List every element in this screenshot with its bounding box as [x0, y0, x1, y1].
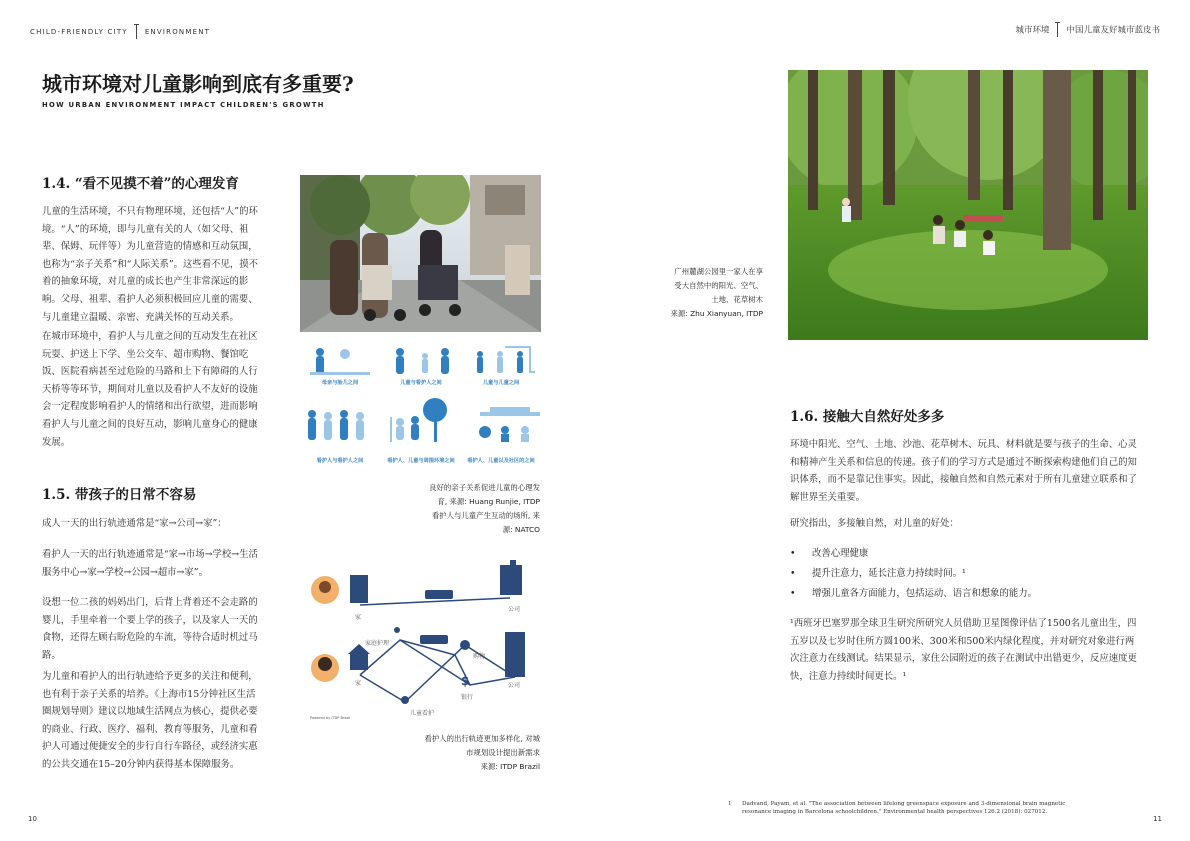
- benefit-text: 增强儿童各方面能力，包括运动、语言和想象的能力。: [812, 588, 1038, 599]
- icon-label-6: 看护人、儿童以及社区的之间: [467, 458, 535, 464]
- diagram-label-home-2: 家: [355, 680, 362, 687]
- bullet-icon: •: [790, 588, 796, 599]
- bus-icon: [425, 590, 453, 599]
- section-14-heading: 1.4. “看不见摸不着”的心理发育: [42, 176, 239, 192]
- shopping-icon: [460, 640, 470, 650]
- page-title: 城市环境对儿童影响到底有多重要?: [42, 72, 354, 96]
- stroller-icon: [401, 696, 409, 704]
- benefit-list: [790, 544, 1142, 604]
- icons-caption-line-4: 源: NATCO: [502, 525, 540, 534]
- section-16-para-2: 研究指出，多接触自然，对儿童的好处：: [790, 518, 959, 529]
- icon-caregiver-caregiver: [308, 410, 364, 440]
- list-item: [790, 544, 1142, 564]
- care-icon: [394, 627, 400, 633]
- section-14-para-2: 在城市环境中，看护人与儿童之间的互动发生在社区玩耍、护送上下学、坐公交车、超市购物、餐馆吃饭、医院看病甚至过危险的马路和上下有障碍的人行天桥等等环节，期间对儿童以及看护人不友好的设施会一定程度影响看护人的情绪和出行欲望，进而影响看护人与儿童之间的良好互动，影响儿童身心的健康发展。: [42, 331, 258, 448]
- park-caption-line-4: 来源: Zhu Xianyuan, ITDP: [670, 309, 763, 318]
- footnote-number: 1: [728, 801, 732, 807]
- icon-label-3: 儿童与儿童之间: [482, 380, 520, 386]
- section-14-para-1: 儿童的生活环境，不只有物理环境，还包括“人”的环境。“人”的环境，即与儿童有关的人（如父母、祖辈、保姆、玩伴等）为儿童营造的情感和互动氛围，也称为“亲子关系”和“人际关系”。这些看不见，摸不着的抽象环境，对儿童的成长也产生非常深远的影响。父母、祖辈、看护人必须积极回应儿童的需要、与儿童建立温暖、亲密、充满关怀的互动关系。: [42, 206, 259, 323]
- header-separator: [136, 25, 137, 39]
- header-right-cn-2: 中国儿童友好城市蓝皮书: [1066, 25, 1160, 36]
- diagram-credit: Powered by ITDP Brazil: [310, 716, 351, 720]
- diagram-label-shopping: 购物: [473, 653, 486, 660]
- section-15-heading: 1.5. 带孩子的日常不容易: [42, 487, 197, 503]
- svg-text:$: $: [460, 674, 470, 688]
- section-16-para-1: 环境中阳光、空气、土地、沙池、花草树木、玩具、材料就是要与孩子的生命、心灵和精神产生关系和信息的传递。孩子们的学习方式是通过不断探索构建他们自己的知识体系，而不是靠记住事实。因此，接触自然和自然元素对于所有儿童建立联系和了解世界至关重要。: [790, 439, 1137, 503]
- office-building-icon: [500, 565, 522, 595]
- page-subtitle: HOW URBAN ENVIRONMENT IMPACT CHILDREN'S GROWTH: [42, 101, 325, 109]
- icons-caption-line-1: 良好的亲子关系促进儿童的心理发: [429, 483, 540, 492]
- section-16-heading: 1.6. 接触大自然好处多多: [790, 409, 945, 425]
- diagram-label-home: 家: [355, 614, 362, 621]
- icon-child-caregiver: [396, 348, 449, 374]
- header-separator: [1057, 23, 1058, 37]
- icons-caption-line-2: 育, 来源: Huang Runjie, ITDP: [437, 497, 540, 506]
- icon-label-2: 儿童与看护人之间: [400, 380, 442, 386]
- diagram-caption-line-2: 市规划设计提出新需求: [466, 748, 540, 757]
- page-number-left: 10: [28, 815, 37, 823]
- icon-label-4: 看护人与看护人之间: [316, 458, 364, 464]
- park-caption-line-3: 土地、花草树木: [711, 295, 763, 304]
- benefit-text: 提升注意力，延长注意力持续时间。¹: [812, 568, 966, 579]
- diagram-label-care: 家庭护理: [365, 640, 390, 647]
- diagram-label-company-2: 公司: [508, 682, 521, 689]
- list-item: [790, 564, 1142, 584]
- park-caption-line-1: 广州麓湖公园里一家人在享: [674, 267, 763, 276]
- park-caption-line-2: 受大自然中的阳光、空气、: [674, 281, 763, 290]
- footnote-line-2: resonance imaging in Barcelona schoolchildren." Environmental health perspectives 126.2 (2018): 027012.: [742, 809, 1048, 815]
- header-left-en-2: ENVIRONMENT: [144, 28, 211, 36]
- icons-caption: [380, 481, 540, 537]
- footnote: [742, 800, 1072, 816]
- section-15-para-2: 看护人一天的出行轨迹通常是“家→市场→学校→生活服务中心→家→学校→公园→超市→家”。: [42, 549, 258, 578]
- icons-caption-line-3: 看护人与儿童产生互动的场所, 来: [431, 511, 540, 520]
- icon-label-1: 母亲与胎儿之间: [321, 380, 359, 386]
- bus-icon: [420, 635, 448, 644]
- diagram-caption-line-1: 看护人的出行轨迹更加多样化, 对城: [424, 734, 540, 743]
- section-15-para-4: 为儿童和看护人的出行轨迹给予更多的关注和便利，也有利于亲子关系的培养。《上海市15分钟社区生活圈规划导则》建议以地域生活网点为核心，提供必要的商业、行政、医疗、福利、教育等服务，儿童和看护人可通过便捷安全的步行自行车路径，或经济实惠的公共交通在15–20分钟内获得基本保障服务。: [42, 671, 258, 770]
- diagram-label-nursery: 儿童看护: [410, 710, 435, 717]
- footnote-line-1: Dadvand, Payam, et al. "The association between lifelong greenspace exposure and 3-dimensional brain magnetic: [742, 801, 1066, 807]
- icon-child-child: [477, 347, 535, 373]
- diagram-label-bank: 银行: [461, 694, 474, 701]
- park-photo: [788, 70, 1148, 340]
- section-16-para-3: ¹西班牙巴塞罗那全球卫生研究所研究人员借助卫星图像评估了1500名儿童出生，四五岁以及七岁时住所方圆100米、300米和500米内绿化程度，并对研究对象进行两次注意力在线测试。结果显示，家住公园附近的孩子在测试中出错更少，反应速度更快，注意力持续时间更长。¹: [790, 618, 1137, 682]
- header-right-cn-1: 城市环境: [1015, 25, 1050, 36]
- home-icon: [350, 652, 368, 670]
- header-left-en-1: CHILD-FRIENDLY CITY: [30, 28, 128, 36]
- header-right: [1015, 23, 1160, 37]
- bullet-icon: •: [790, 548, 796, 559]
- header-left: [30, 25, 210, 39]
- diagram-label-company: 公司: [508, 606, 521, 613]
- icon-label-5: 看护人、儿童与周围环境之间: [387, 458, 455, 464]
- park-caption: [620, 265, 763, 321]
- list-item: [790, 584, 1142, 604]
- section-15-para-1: 成人一天的出行轨迹通常是“家→公司→家”：: [42, 518, 227, 529]
- company-building-icon: [505, 632, 525, 677]
- diagram-caption: [360, 732, 540, 774]
- page-number-right: 11: [1153, 815, 1162, 823]
- icon-community: [479, 407, 540, 442]
- bullet-icon: •: [790, 568, 796, 579]
- icon-mother-fetus: [310, 348, 370, 375]
- travel-route-diagram: [305, 560, 540, 725]
- benefit-text: 改善心理健康: [812, 548, 869, 559]
- home-building-icon: [350, 575, 368, 603]
- icon-environment: [390, 398, 447, 442]
- street-photo: [300, 175, 541, 332]
- diagram-caption-line-3: 来源: ITDP Brazil: [480, 762, 540, 771]
- relationship-icon-grid: [300, 342, 541, 467]
- section-15-para-3: 设想一位二孩的妈妈出门，后背上背着还不会走路的婴儿，手里牵着一个要上学的孩子，以及家人一天的食物，还得左顾右盼危险的车流，等待合适时机过马路。: [42, 597, 258, 661]
